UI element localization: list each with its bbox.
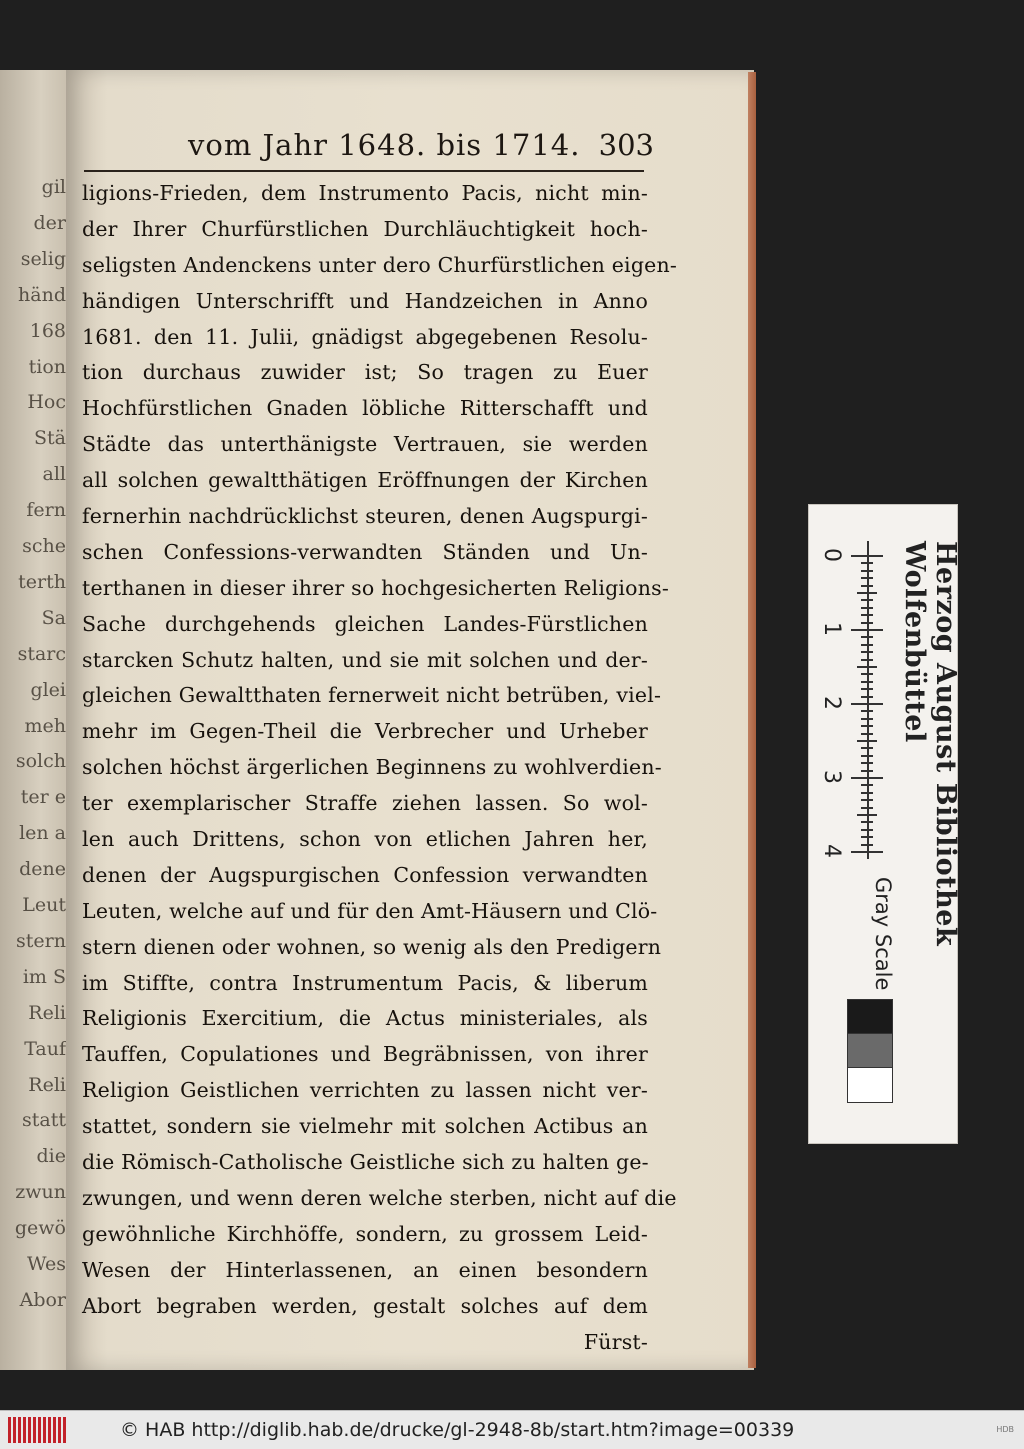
text-line: seligsten Andenckens unter dero Churfürstlichen eigen-: [82, 252, 677, 277]
facing-page-fragment-text: gil: [41, 176, 66, 198]
text-line: solchen höchst ärgerlichen Beginnens zu wohlverdien-: [82, 755, 662, 780]
text-line: denen der Augspurgischen Confession verwandten: [82, 862, 648, 887]
institution-label: Herzog August Bibliothek Wolfenbüttel: [899, 541, 961, 947]
facing-page-fragment-text: 168: [29, 319, 66, 342]
facing-page-fragment-text: all: [42, 463, 66, 486]
facing-page-fragment-text: fern: [26, 499, 66, 522]
scale-tick: [861, 614, 873, 616]
scale-tick: [857, 666, 877, 668]
scale-tick: [861, 585, 873, 587]
scale-tick: [861, 562, 873, 564]
scale-number: 0: [819, 548, 844, 562]
scale-ruler: [808, 504, 961, 1144]
facing-page-fragment-text: Tauf: [24, 1037, 66, 1060]
scale-tick: [861, 725, 873, 727]
text-line: len auch Drittens, schon von etlichen Jahren her,: [82, 827, 648, 852]
scale-tick: [861, 607, 873, 609]
credit-link[interactable]: © HAB http://diglib.hab.de/drucke/gl-2948-8b/start.htm?image=00339: [120, 1419, 795, 1441]
page-edge: [748, 72, 756, 1368]
text-line: gewöhnliche Kirchhöffe, sondern, zu grossem Leid-: [82, 1221, 648, 1246]
text-line: mehr im Gegen-Theil die Verbrecher und Urheber: [82, 719, 648, 744]
scale-tick: [861, 644, 873, 646]
text-line: 1681. den 11. Julii, gnädigst abgegebenen Resolu-: [82, 324, 648, 349]
facing-page-fragment-text: Hoc: [27, 391, 66, 414]
gray-swatch: [847, 1033, 893, 1069]
scale-tick: [861, 755, 873, 757]
facing-page-fragment-text: im S: [22, 965, 66, 988]
facing-page-fragment: [0, 70, 68, 1370]
facing-page-fragment-text: gewö: [14, 1217, 66, 1240]
scale-tick: [861, 733, 873, 735]
scale-tick: [861, 599, 873, 601]
facing-page-fragment-text: starc: [17, 642, 66, 665]
scale-number: 1: [819, 622, 844, 636]
scale-tick: [861, 696, 873, 698]
scale-tick: [851, 555, 883, 557]
text-line: schen Confessions-verwandten Ständen und Un-: [82, 539, 648, 564]
scale-tick: [861, 807, 873, 809]
facing-page-fragment-text: Reli: [28, 1001, 66, 1024]
scale-tick: [861, 821, 873, 823]
gray-swatch: [847, 999, 893, 1035]
scale-tick: [861, 570, 873, 572]
facing-page-fragment-text: selig: [20, 247, 66, 270]
gray-scale-label: Gray Scale: [871, 877, 895, 991]
scale-tick: [861, 622, 873, 624]
scale-tick: [861, 673, 873, 675]
text-line: Hochfürstlichen Gnaden löbliche Ritterschafft und: [82, 396, 648, 421]
scale-tick: [861, 799, 873, 801]
facing-page-fragment-text: Reli: [28, 1073, 66, 1096]
facing-page-fragment-text: Stä: [34, 427, 66, 450]
text-line: Tauffen, Copulationes und Begräbnissen, von ihrer: [82, 1042, 648, 1067]
footer-bar: [0, 1410, 1024, 1449]
gray-swatch: [847, 1067, 893, 1103]
facing-page-fragment-text: Abor: [19, 1288, 66, 1311]
scale-tick: [851, 851, 883, 853]
scale-tick: [851, 629, 883, 631]
scale-tick: [861, 577, 873, 579]
text-line: zwungen, und wenn deren welche sterben, nicht auf die: [82, 1185, 677, 1210]
scale-tick: [861, 784, 873, 786]
facing-page-fragment-text: meh: [24, 714, 66, 737]
text-line: Religionis Exercitium, die Actus ministeriales, als: [82, 1006, 648, 1031]
facing-page-fragment-text: glei: [30, 678, 66, 701]
facing-page-fragment-text: der: [33, 211, 66, 234]
text-line: stern dienen oder wohnen, so wenig als den Predigern: [82, 934, 662, 959]
scale-tick: [861, 829, 873, 831]
page-number: 303: [598, 128, 654, 162]
scale-tick: [861, 792, 873, 794]
header-rule: [84, 170, 644, 172]
facing-page-fragment-text: Leut: [22, 894, 66, 916]
text-line: Abort begraben werden, gestalt solches auf dem: [82, 1293, 648, 1318]
facing-page-fragment-text: sche: [22, 535, 66, 557]
text-line: fernerhin nachdrücklichst steuren, denen Augspurgi-: [82, 504, 648, 529]
facing-page-fragment-text: len a: [19, 822, 66, 845]
scale-tick: [861, 718, 873, 720]
scale-number: 2: [819, 696, 844, 710]
scale-tick: [861, 836, 873, 838]
scale-number: 3: [819, 770, 844, 784]
facing-page-fragment-text: zwun: [15, 1181, 66, 1204]
text-line: der Ihrer Churfürstlichen Durchläuchtigkeit hoch-: [82, 216, 648, 241]
text-line: Leuten, welche auf und für den Amt-Häusern und Clö-: [82, 898, 658, 923]
running-header: [110, 128, 654, 172]
scale-tick: [851, 703, 883, 705]
scale-tick: [861, 636, 873, 638]
facing-page-fragment-text: stern: [16, 929, 66, 952]
hab-logo: [8, 1417, 66, 1443]
text-line: stattet, sondern sie vielmehr mit solchen Actibus an: [82, 1114, 648, 1139]
text-line: tion durchaus zuwider ist; So tragen zu Euer: [82, 360, 648, 385]
scale-axis: [867, 541, 869, 859]
scale-tick: [861, 844, 873, 846]
scale-tick: [861, 710, 873, 712]
facing-page-fragment-text: händ: [18, 283, 66, 306]
facing-page-fragment-text: Wes: [27, 1253, 66, 1275]
scale-tick: [851, 777, 883, 779]
text-line: die Römisch-Catholische Geistliche sich zu halten ge-: [82, 1150, 649, 1175]
running-head-text: vom Jahr 1648. bis 1714.: [188, 128, 581, 162]
facing-page-fragment-text: terth: [18, 570, 66, 593]
text-line: Sache durchgehends gleichen Landes-Fürstlichen: [82, 611, 648, 636]
facing-page-fragment-text: ter e: [20, 786, 66, 809]
scale-tick: [861, 688, 873, 690]
scale-tick: [857, 814, 877, 816]
text-line: ligions-Frieden, dem Instrumento Pacis, nicht min-: [82, 181, 648, 205]
scale-tick: [857, 740, 877, 742]
scale-tick: [861, 762, 873, 764]
text-line: starcken Schutz halten, und sie mit solchen und der-: [82, 647, 648, 672]
text-line: Fürst-: [583, 1329, 648, 1354]
text-line: terthanen in dieser ihrer so hochgesicherten Religions-: [82, 575, 669, 600]
facing-page-fragment-text: solch: [15, 750, 66, 773]
facing-page-fragment-text: statt: [22, 1109, 66, 1132]
text-line: Städte das unterthänigste Vertrauen, sie werden: [82, 432, 648, 457]
scale-tick: [857, 592, 877, 594]
text-line: im Stiffte, contra Instrumentum Pacis, & liberum: [82, 970, 648, 995]
scale-number: 4: [819, 844, 844, 858]
facing-page-fragment-text: Sa: [41, 606, 66, 629]
text-line: all solchen gewaltthätigen Eröffnungen der Kirchen: [82, 468, 648, 493]
text-line: Wesen der Hinterlassenen, an einen besondern: [82, 1257, 648, 1282]
scale-tick: [861, 681, 873, 683]
text-line: gleichen Gewaltthaten fernerweit nicht betrüben, viel-: [82, 683, 662, 708]
scale-tick: [861, 747, 873, 749]
facing-page-fragment-text: tion: [28, 355, 66, 378]
text-line: händigen Unterschrifft und Handzeichen in Anno: [82, 288, 648, 313]
scale-tick: [861, 651, 873, 653]
body-text: [82, 176, 677, 1360]
text-line: Religion Geistlichen verrichten zu lassen nicht ver-: [82, 1078, 648, 1103]
scale-tick: [861, 770, 873, 772]
footer-mark: HDB: [996, 1425, 1014, 1434]
facing-page-fragment-text: dene: [19, 858, 66, 881]
scale-tick: [861, 659, 873, 661]
facing-page-fragment-text: die: [36, 1145, 66, 1168]
text-line: ter exemplarischer Straffe ziehen lassen. So wol-: [82, 791, 648, 816]
